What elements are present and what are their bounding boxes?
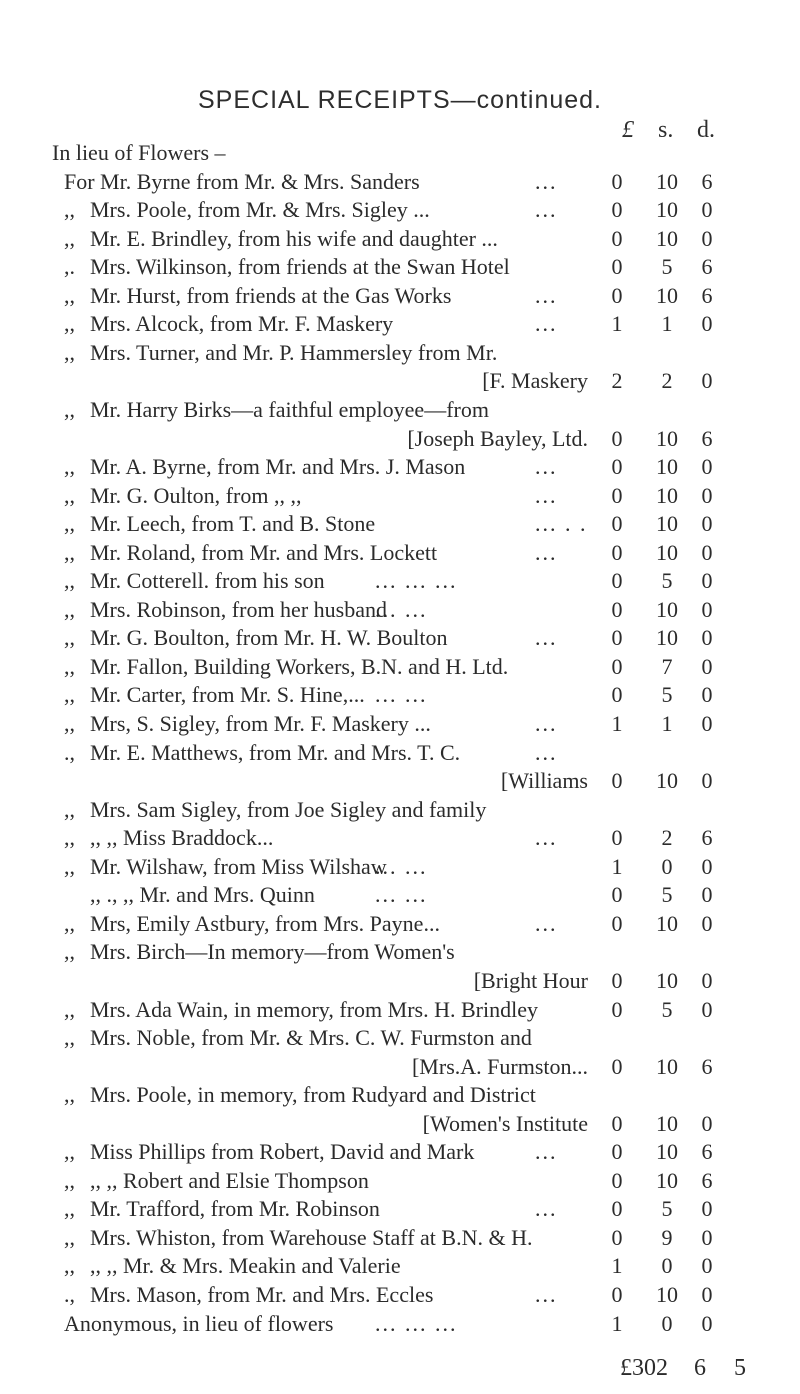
amount-pounds: 0 [611,1224,623,1250]
table-row [0,938,800,966]
amount-pence: 6 [701,168,713,194]
table-row [0,539,800,567]
table-row [0,367,800,395]
total-pounds: £302 [620,1355,668,1381]
amount-pounds: 0 [611,1053,623,1079]
amount-pence: 0 [701,454,713,480]
ditto-mark: ,, [64,1139,75,1165]
leader-dots: ... [535,1282,558,1307]
amount-pounds: 0 [611,1139,623,1165]
table-row [0,1138,800,1166]
row-description: Mr. Fallon, Building Workers, B.N. and H. Ltd. [90,653,509,679]
table-row [0,881,800,909]
amount-pounds: 0 [611,168,623,194]
row-description: Mrs. Noble, from Mr. & Mrs. C. W. Furmston and [90,1025,532,1051]
row-description: Mr. E. Matthews, from Mr. and Mrs. T. C. [90,739,461,765]
row-description: Mrs, Emily Astbury, from Mrs. Payne... [90,910,440,936]
amount-pounds: 0 [611,539,623,565]
table-row [0,310,800,338]
amount-pounds: 0 [611,996,623,1022]
leader-dots: ... [535,1196,558,1222]
row-description: Mr. Leech, from T. and B. Stone [90,511,376,537]
amount-pence: 6 [701,254,713,280]
amount-pounds: 0 [611,882,623,908]
row-description: Mr. G. Oulton, from ,, ,, [90,482,302,508]
ditto-mark: ,, [64,482,75,508]
amount-shillings: 10 [656,282,678,308]
amount-shillings: 1 [661,711,673,736]
row-description: Mrs, S. Sigley, from Mr. F. Maskery ... [90,711,431,736]
amount-shillings: 10 [656,625,678,651]
amount-shillings: 10 [656,168,678,194]
amount-shillings: 10 [656,1167,678,1193]
amount-shillings: 10 [656,454,678,480]
amount-pounds: 0 [611,596,623,622]
row-description: Mrs. Robinson, from her husband [90,596,387,622]
leader-dots: ... ... [375,682,428,708]
table-row [0,1195,800,1223]
ditto-mark: ,. [64,254,75,280]
amount-shillings: 7 [661,653,673,679]
ditto-mark: ,, [64,396,75,422]
leader-dots: ... [535,739,558,765]
table-row [0,196,800,224]
table-row [0,453,800,481]
amount-pence: 0 [701,368,713,394]
amount-pounds: 0 [611,511,623,537]
amount-shillings: 10 [656,1139,678,1165]
ditto-mark: ,, [64,910,75,936]
leader-dots: ... [535,454,558,480]
column-header-pounds: £ [622,117,634,143]
amount-pounds: 0 [611,568,623,594]
row-description: Mr. Carter, from Mr. S. Hine,... [90,682,365,708]
table-row [0,1167,800,1195]
amount-shillings: 10 [656,511,678,537]
amount-pence: 0 [701,1253,713,1279]
amount-pence: 6 [701,1053,713,1079]
amount-pounds: 0 [611,225,623,251]
table-row [0,282,800,310]
amount-pounds: 0 [611,482,623,508]
ditto-mark: ,, [64,511,75,537]
amount-pence: 0 [701,967,713,993]
table-row [0,482,800,510]
amount-pence: 0 [701,882,713,908]
row-description: Mr. Wilshaw, from Miss Wilshaw [90,853,387,879]
amount-pounds: 0 [611,625,623,651]
row-description: Mrs. Turner, and Mr. P. Hammersley from Mr. [90,339,498,365]
leader-dots: ... ... [375,596,428,622]
row-description: Mr. Harry Birks—a faithful employee—from [90,396,489,422]
ditto-mark: ,, [64,596,75,622]
row-description: [Mrs.A. Furmston... [411,1053,588,1079]
ditto-mark: ,, [64,1224,75,1250]
table-row [0,1081,800,1109]
amount-pounds: 0 [611,425,623,451]
amount-shillings: 10 [656,1053,678,1079]
amount-pounds: 0 [611,197,623,223]
table-row [0,710,800,738]
ditto-mark: ,, [64,1253,75,1279]
amount-pounds: 0 [611,967,623,993]
row-description: ,, ,, Robert and Elsie Thompson [90,1167,369,1193]
amount-pounds: 2 [611,368,623,394]
ditto-mark: ,, [64,682,75,708]
amount-shillings: 5 [661,1196,673,1222]
amount-shillings: 10 [656,482,678,508]
ditto-mark: ,, [64,339,75,365]
row-description: Mrs. Ada Wain, in memory, from Mrs. H. Brindley [90,996,538,1022]
amount-pence: 0 [701,511,713,537]
column-header-shillings: s. [658,117,674,143]
column-header-pence: d. [697,117,715,143]
row-description: Anonymous, in lieu of flowers [64,1310,334,1336]
row-description: [Women's Institute [422,1110,588,1136]
table-row [0,567,800,595]
row-description: [Williams [500,768,588,794]
amount-pence: 0 [701,482,713,508]
leader-dots: ... [535,539,558,565]
amount-shillings: 10 [656,967,678,993]
amount-pounds: 1 [611,853,623,879]
table-row [0,510,800,538]
amount-pence: 0 [701,311,713,337]
row-description: Mrs. Birch—In memory—from Women's [90,939,455,965]
ditto-mark: ,, [64,539,75,565]
amount-shillings: 0 [661,1310,673,1336]
leader-dots: ... [535,311,558,337]
ditto-mark: ,, [64,653,75,679]
amount-shillings: 10 [656,225,678,251]
row-description: Mrs. Mason, from Mr. and Mrs. Eccles [90,1282,434,1307]
table-row [0,967,800,995]
amount-shillings: 5 [661,568,673,594]
ditto-mark: ,, [64,1025,75,1051]
amount-pounds: 0 [611,682,623,708]
total-line [620,1355,746,1382]
leader-dots: ... ... [375,853,428,879]
amount-shillings: 2 [661,825,673,851]
amount-pence: 0 [701,568,713,594]
table-row [0,253,800,281]
amount-pence: 0 [701,653,713,679]
amount-shillings: 10 [656,1110,678,1136]
leader-dots: ... [535,910,558,936]
amount-pounds: 0 [611,1167,623,1193]
leader-dots: ... [535,711,558,736]
table-row [0,767,800,795]
amount-pence: 0 [701,768,713,794]
table-row [0,1224,800,1252]
row-description: In lieu of Flowers – [52,140,226,165]
row-description: Mrs. Alcock, from Mr. F. Maskery [90,311,394,337]
table-row [0,653,800,681]
table-row [0,225,800,253]
table-row [0,139,800,167]
amount-pence: 6 [701,425,713,451]
amount-pounds: 1 [611,711,623,736]
amount-pence: 0 [701,1196,713,1222]
table-row [0,910,800,938]
amount-pence: 0 [701,225,713,251]
amount-pounds: 1 [611,1310,623,1336]
amount-pence: 0 [701,1110,713,1136]
leader-dots: ... [535,625,558,651]
amount-pence: 0 [701,625,713,651]
row-description: Mrs. Whiston, from Warehouse Staff at B.N. & H. [90,1224,533,1250]
amount-shillings: 10 [656,539,678,565]
amount-shillings: 10 [656,425,678,451]
ditto-mark: ,, [64,996,75,1022]
total-shillings: 6 [694,1355,706,1381]
row-description: ,, ,, Mr. & Mrs. Meakin and Valerie [90,1253,401,1279]
amount-shillings: 0 [661,853,673,879]
row-description: Mr. Hurst, from friends at the Gas Works [90,282,452,308]
amount-pence: 0 [701,1310,713,1336]
table-row [0,796,800,824]
row-description: Mr. Cotterell. from his son [90,568,325,594]
page-title: SPECIAL RECEIPTS—continued. [197,86,602,114]
ditto-mark: ,, [64,853,75,879]
ditto-mark: ,, [64,939,75,965]
amount-pounds: 0 [611,1196,623,1222]
amount-pounds: 0 [611,254,623,280]
ditto-mark: ,, [64,1167,75,1193]
leader-dots: ... [535,482,558,508]
amount-pence: 0 [701,996,713,1022]
amount-pence: 6 [701,282,713,308]
row-description: [Joseph Bayley, Ltd. [407,425,588,451]
amount-pounds: 0 [611,910,623,936]
leader-dots: ... [535,197,558,223]
ditto-mark: ,, [64,454,75,480]
row-description: Mr. Roland, from Mr. and Mrs. Lockett [90,539,438,565]
amount-pounds: 0 [611,1282,623,1307]
table-row [0,339,800,367]
amount-shillings: 10 [656,596,678,622]
amount-pounds: 0 [611,825,623,851]
amount-pence: 0 [701,910,713,936]
table-row [0,681,800,709]
ditto-mark: ., [64,1282,75,1307]
row-description: Miss Phillips from Robert, David and Mark [90,1139,475,1165]
leader-dots: ... [535,168,558,194]
table-row [0,596,800,624]
amount-shillings: 10 [656,197,678,223]
table-row [0,739,800,767]
ditto-mark: ,, [64,1196,75,1222]
ditto-mark: ,, [64,625,75,651]
ditto-mark: ., [64,739,75,765]
amount-pounds: 0 [611,454,623,480]
leader-dots: ... [535,282,558,308]
amount-pence: 0 [701,596,713,622]
ditto-mark: ,, [64,825,75,851]
amount-shillings: 9 [661,1224,673,1250]
table-row [0,1252,800,1280]
amount-shillings: 1 [661,311,673,337]
table-row [0,624,800,652]
amount-pounds: 0 [611,1110,623,1136]
row-description: ,, ,, Miss Braddock... [90,825,274,851]
amount-pounds: 0 [611,653,623,679]
table-row [0,824,800,852]
total-pence: 5 [734,1355,746,1381]
row-description: Mrs. Sam Sigley, from Joe Sigley and family [90,796,487,822]
table-row [0,1024,800,1052]
amount-pence: 6 [701,1167,713,1193]
ditto-mark: ,, [64,796,75,822]
table-row [0,168,800,196]
table-row [0,425,800,453]
amount-shillings: 5 [661,996,673,1022]
table-row [0,1053,800,1081]
table-row [0,396,800,424]
amount-pounds: 0 [611,768,623,794]
amount-pence: 0 [701,682,713,708]
leader-dots: ... ... [375,882,428,908]
table-row [0,853,800,881]
amount-pounds: 1 [611,1253,623,1279]
leader-dots: ... [535,1139,558,1165]
table-row [0,1110,800,1138]
row-description: Mrs. Poole, from Mr. & Mrs. Sigley ... [90,197,430,223]
amount-shillings: 10 [656,910,678,936]
amount-pounds: 1 [611,311,623,337]
amount-shillings: 10 [656,768,678,794]
ditto-mark: ,, [64,311,75,337]
amount-shillings: 5 [661,882,673,908]
row-description: ,, ., ,, Mr. and Mrs. Quinn [90,882,315,908]
amount-pence: 0 [701,1282,713,1307]
row-description: [F. Maskery [482,368,588,394]
amount-pounds: 0 [611,282,623,308]
leader-dots: ... ... ... [375,1310,458,1336]
amount-shillings: 0 [661,1253,673,1279]
amount-pence: 0 [701,711,713,736]
row-description: Mr. G. Boulton, from Mr. H. W. Boulton [90,625,448,651]
ditto-mark: ,, [64,1082,75,1108]
amount-pence: 0 [701,1224,713,1250]
amount-pence: 6 [701,825,713,851]
ditto-mark: ,, [64,282,75,308]
amount-pence: 6 [701,1139,713,1165]
amount-pence: 0 [701,853,713,879]
table-row [0,1310,800,1338]
leader-dots: ... . . [535,511,588,537]
amount-pence: 0 [701,197,713,223]
row-description: For Mr. Byrne from Mr. & Mrs. Sanders [64,168,420,194]
table-row [0,1281,800,1309]
row-description: Mrs. Wilkinson, from friends at the Swan Hotel [90,254,510,280]
row-description: Mr. E. Brindley, from his wife and daughter ... [90,225,498,251]
ditto-mark: ,, [64,568,75,594]
ditto-mark: ,, [64,711,75,736]
amount-shillings: 5 [661,254,673,280]
amount-pence: 0 [701,539,713,565]
row-description: Mrs. Poole, in memory, from Rudyard and District [90,1082,536,1108]
table-row [0,996,800,1024]
ditto-mark: ,, [64,197,75,223]
row-description: Mr. A. Byrne, from Mr. and Mrs. J. Mason [90,454,466,480]
leader-dots: ... ... ... [375,568,458,594]
leader-dots: ... [535,825,558,851]
amount-shillings: 10 [656,1282,678,1307]
row-description: [Bright Hour [473,967,588,993]
row-description: Mr. Trafford, from Mr. Robinson [90,1196,380,1222]
ditto-mark: ,, [64,225,75,251]
amount-shillings: 5 [661,682,673,708]
amount-shillings: 2 [661,368,673,394]
